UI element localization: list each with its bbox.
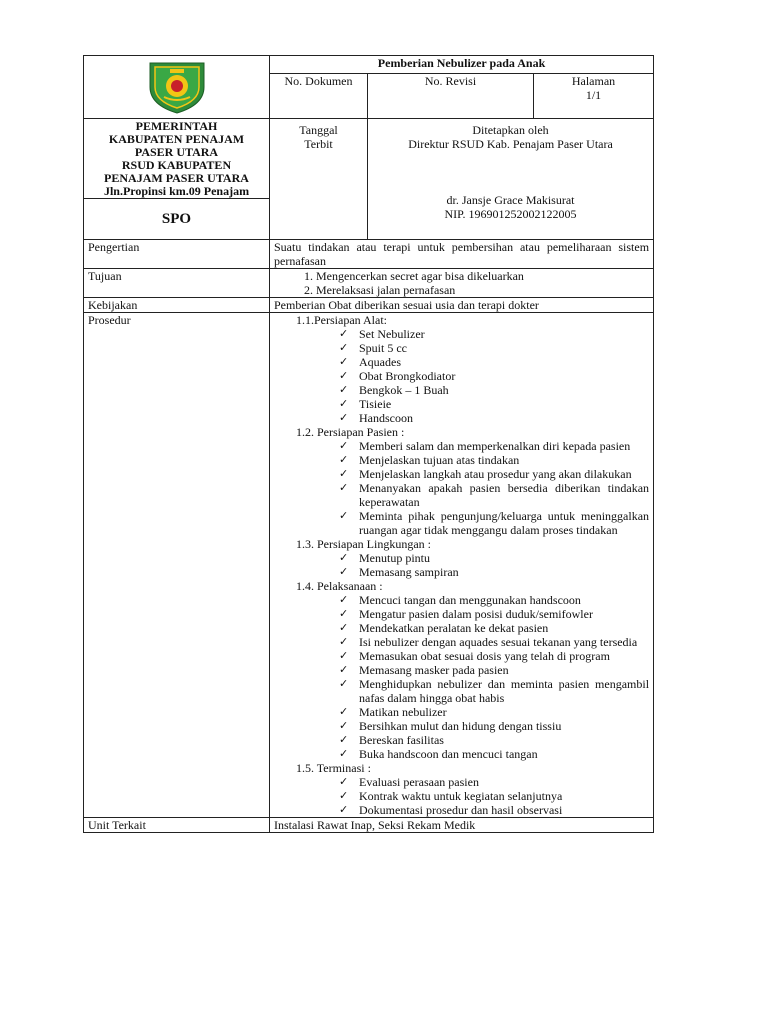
prosedur-checklist <box>270 775 653 817</box>
prosedur-section-heading: 1.5. Terminasi : <box>296 761 371 775</box>
check-icon: ✓ <box>339 453 349 466</box>
prosedur-checklist <box>270 439 653 537</box>
tujuan-label: Tujuan <box>84 269 270 298</box>
prosedur-step <box>337 733 649 747</box>
check-icon: ✓ <box>339 383 349 396</box>
prosedur-step <box>337 551 649 565</box>
tujuan-cell <box>270 269 654 298</box>
prosedur-checklist <box>270 327 653 425</box>
check-icon: ✓ <box>339 803 349 816</box>
halaman-cell <box>534 73 654 118</box>
prosedur-step <box>337 607 649 621</box>
prosedur-step-text: Bersihkan mulut dan hidung dengan tissiu <box>359 719 562 733</box>
prosedur-step <box>337 635 649 649</box>
institution-line3: PASER UTARA <box>134 144 219 159</box>
check-icon: ✓ <box>339 621 349 634</box>
prosedur-step <box>337 789 649 803</box>
terbit-label: Terbit <box>304 137 333 151</box>
check-icon: ✓ <box>339 341 349 354</box>
check-icon: ✓ <box>339 327 349 340</box>
prosedur-step-text: Memasang sampiran <box>359 565 459 579</box>
ditetapkan-cell <box>368 119 654 240</box>
prosedur-step-text: Handscoon <box>359 411 413 425</box>
logo-cell <box>84 56 270 119</box>
prosedur-step-text: Dokumentasi prosedur dan hasil observasi <box>359 803 563 817</box>
prosedur-step-text: Memberi salam dan memperkenalkan diri kepada pasien <box>359 439 631 453</box>
prosedur-section-heading: 1.3. Persiapan Lingkungan : <box>296 537 431 551</box>
spo-label: SPO <box>84 199 270 240</box>
check-icon: ✓ <box>339 397 349 410</box>
prosedur-step-text: Menjelaskan langkah atau prosedur yang akan dilakukan <box>359 467 632 481</box>
prosedur-step-text: Spuit 5 cc <box>359 341 407 355</box>
prosedur-step <box>337 439 649 453</box>
prosedur-step <box>337 383 649 397</box>
spo-table <box>83 55 654 833</box>
prosedur-step <box>337 509 649 537</box>
prosedur-step-text: Menghidupkan nebulizer dan meminta pasien mengambil nafas dalam hingga obat habis <box>359 677 650 705</box>
tujuan-item: 2. Merelaksasi jalan pernafasan <box>316 283 649 297</box>
prosedur-step <box>337 747 649 761</box>
tujuan-list <box>274 269 649 297</box>
institution-block <box>84 119 270 199</box>
prosedur-step <box>337 341 649 355</box>
tanggal-label: Tanggal <box>299 123 338 137</box>
prosedur-step <box>337 649 649 663</box>
institution-line5: PENAJAM PASER UTARA <box>104 170 249 185</box>
prosedur-step <box>337 719 649 733</box>
check-icon: ✓ <box>339 733 349 746</box>
unit-terkait-label: Unit Terkait <box>84 818 270 833</box>
prosedur-step-text: Evaluasi perasaan pasien <box>359 775 479 789</box>
check-icon: ✓ <box>339 649 349 662</box>
kebijakan-label: Kebijakan <box>84 298 270 313</box>
prosedur-step <box>337 397 649 411</box>
prosedur-step-text: Aquades <box>359 355 401 369</box>
prosedur-step-text: Menutup pintu <box>359 551 430 565</box>
prosedur-step-text: Set Nebulizer <box>359 327 425 341</box>
check-icon: ✓ <box>339 551 349 564</box>
prosedur-step <box>337 411 649 425</box>
check-icon: ✓ <box>339 663 349 676</box>
prosedur-step-text: Tisieie <box>359 397 392 411</box>
prosedur-checklist <box>270 593 653 761</box>
institution-line1: PEMERINTAH <box>135 118 218 133</box>
prosedur-section-heading: 1.1.Persiapan Alat: <box>296 313 387 327</box>
prosedur-section-heading: 1.2. Persiapan Pasien : <box>296 425 405 439</box>
prosedur-step-text: Bereskan fasilitas <box>359 733 444 747</box>
prosedur-step-text: Memasukan obat sesuai dosis yang telah di program <box>359 649 610 663</box>
prosedur-step <box>337 621 649 635</box>
prosedur-list <box>270 313 653 817</box>
regency-emblem-icon <box>142 57 212 115</box>
check-icon: ✓ <box>339 439 349 452</box>
prosedur-step <box>337 593 649 607</box>
prosedur-label: Prosedur <box>84 313 270 818</box>
no-dokumen-label: No. Dokumen <box>270 73 368 118</box>
check-icon: ✓ <box>339 789 349 802</box>
prosedur-step-text: Mencuci tangan dan menggunakan handscoon <box>359 593 581 607</box>
prosedur-step <box>337 467 649 481</box>
prosedur-step-text: Menjelaskan tujuan atas tindakan <box>359 453 520 467</box>
kebijakan-text: Pemberian Obat diberikan sesuai usia dan terapi dokter <box>270 298 654 313</box>
prosedur-step-text: Buka handscoon dan mencuci tangan <box>359 747 538 761</box>
pengertian-text: Suatu tindakan atau terapi untuk pembersihan atau pemeliharaan sistem pernafasan <box>270 240 654 269</box>
prosedur-cell <box>270 313 654 818</box>
prosedur-step <box>337 803 649 817</box>
ditetapkan-by: Direktur RSUD Kab. Penajam Paser Utara <box>408 137 613 151</box>
halaman-label: Halaman <box>571 73 616 88</box>
prosedur-checklist <box>270 551 653 579</box>
prosedur-step-text: Menanyakan apakah pasien bersedia diberikan tindakan keperawatan <box>359 481 650 509</box>
halaman-value: 1/1 <box>585 87 602 102</box>
check-icon: ✓ <box>339 509 349 522</box>
prosedur-step-text: Memasang masker pada pasien <box>359 663 509 677</box>
signer-name: dr. Jansje Grace Makisurat <box>446 193 575 207</box>
check-icon: ✓ <box>339 565 349 578</box>
spo-document <box>83 55 653 833</box>
prosedur-step-text: Kontrak waktu untuk kegiatan selanjutnya <box>359 789 563 803</box>
institution-line6: Jln.Propinsi km.09 Penajam <box>103 183 250 198</box>
check-icon: ✓ <box>339 635 349 648</box>
prosedur-step-text: Isi nebulizer dengan aquades sesuai tekanan yang tersedia <box>359 635 638 649</box>
check-icon: ✓ <box>339 747 349 760</box>
document-title: Pemberian Nebulizer pada Anak <box>270 56 654 74</box>
check-icon: ✓ <box>339 607 349 620</box>
prosedur-step-text: Obat Brongkodiator <box>359 369 456 383</box>
prosedur-step-text: Meminta pihak pengunjung/keluarga untuk meninggalkan ruangan agar tidak menggangu dalam proses tindakan <box>359 509 650 537</box>
check-icon: ✓ <box>339 481 349 494</box>
institution-line4: RSUD KABUPATEN <box>121 157 232 172</box>
institution-line2: KABUPATEN PENAJAM <box>108 131 245 146</box>
prosedur-step <box>337 677 649 705</box>
prosedur-step-text: Mengatur pasien dalam posisi duduk/semifowler <box>359 607 593 621</box>
tanggal-terbit-cell <box>270 119 368 240</box>
prosedur-step <box>337 663 649 677</box>
tujuan-item: 1. Mengencerkan secret agar bisa dikeluarkan <box>316 269 649 283</box>
prosedur-section-heading: 1.4. Pelaksanaan : <box>296 579 383 593</box>
prosedur-step <box>337 775 649 789</box>
signer-nip: NIP. 196901252002122005 <box>444 207 577 221</box>
check-icon: ✓ <box>339 411 349 424</box>
prosedur-step <box>337 355 649 369</box>
prosedur-step <box>337 453 649 467</box>
prosedur-step <box>337 369 649 383</box>
check-icon: ✓ <box>339 719 349 732</box>
check-icon: ✓ <box>339 705 349 718</box>
prosedur-step <box>337 481 649 509</box>
check-icon: ✓ <box>339 677 349 690</box>
check-icon: ✓ <box>339 355 349 368</box>
prosedur-step-text: Matikan nebulizer <box>359 705 447 719</box>
prosedur-step <box>337 705 649 719</box>
check-icon: ✓ <box>339 467 349 480</box>
prosedur-step <box>337 327 649 341</box>
ditetapkan-label: Ditetapkan oleh <box>472 123 549 137</box>
check-icon: ✓ <box>339 775 349 788</box>
prosedur-step-text: Bengkok – 1 Buah <box>359 383 449 397</box>
no-revisi-label: No. Revisi <box>368 73 534 118</box>
unit-terkait-text: Instalasi Rawat Inap, Seksi Rekam Medik <box>270 818 654 833</box>
prosedur-step-text: Mendekatkan peralatan ke dekat pasien <box>359 621 549 635</box>
check-icon: ✓ <box>339 593 349 606</box>
pengertian-label: Pengertian <box>84 240 270 269</box>
check-icon: ✓ <box>339 369 349 382</box>
prosedur-step <box>337 565 649 579</box>
